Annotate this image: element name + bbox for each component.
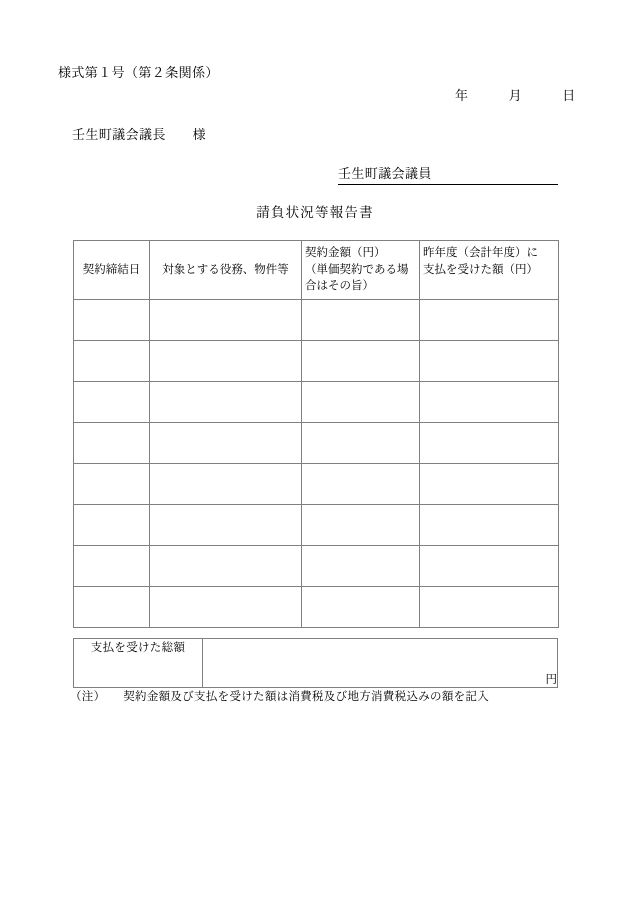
summary-row	[74, 639, 558, 688]
table-row	[74, 464, 559, 505]
cell-paid-amount[interactable]	[420, 546, 559, 587]
total-paid-summary	[73, 638, 558, 688]
table-row	[74, 423, 559, 464]
signature-line	[338, 163, 558, 185]
cell-contract-date[interactable]	[74, 341, 150, 382]
column-header-subject-label: 対象とする役務、物件等	[162, 263, 289, 276]
page-title: 請負状況等報告書	[256, 205, 374, 220]
cell-contract-date[interactable]	[74, 587, 150, 628]
contract-amount-line-2: （単価契約である場	[305, 263, 409, 276]
cell-subject[interactable]	[150, 423, 302, 464]
cell-subject[interactable]	[150, 587, 302, 628]
cell-paid-amount[interactable]	[420, 423, 559, 464]
addressee-line: 壬生町議会議長 様	[72, 127, 207, 142]
table-row	[74, 341, 559, 382]
cell-subject[interactable]	[150, 505, 302, 546]
cell-contract-date[interactable]	[74, 423, 150, 464]
cell-paid-amount[interactable]	[420, 505, 559, 546]
cell-contract-amount[interactable]	[302, 341, 420, 382]
column-header-contract-date	[74, 241, 150, 300]
cell-paid-amount[interactable]	[420, 341, 559, 382]
cell-contract-amount[interactable]	[302, 505, 420, 546]
summary-value-cell[interactable]	[203, 639, 558, 688]
column-header-paid-amount	[420, 241, 559, 300]
cell-subject[interactable]	[150, 300, 302, 341]
column-header-subject	[150, 241, 302, 300]
cell-paid-amount[interactable]	[420, 464, 559, 505]
table-header-row	[74, 241, 559, 300]
cell-contract-amount[interactable]	[302, 587, 420, 628]
table-row	[74, 505, 559, 546]
column-header-contract-date-label: 契約締結日	[82, 263, 141, 276]
cell-paid-amount[interactable]	[420, 300, 559, 341]
cell-paid-amount[interactable]	[420, 587, 559, 628]
paid-amount-line-1: 昨年度（会計年度）に	[423, 247, 538, 259]
cell-contract-amount[interactable]	[302, 546, 420, 587]
cell-subject[interactable]	[150, 382, 302, 423]
table-row	[74, 300, 559, 341]
table-row	[74, 546, 559, 587]
cell-subject[interactable]	[150, 341, 302, 382]
cell-contract-amount[interactable]	[302, 300, 420, 341]
table-row	[74, 587, 559, 628]
table-row	[74, 382, 559, 423]
table-body	[74, 300, 559, 628]
cell-contract-date[interactable]	[74, 300, 150, 341]
contract-report-table	[73, 240, 559, 628]
paid-amount-line-2: 支払を受けた額（円）	[423, 263, 538, 276]
cell-contract-amount[interactable]	[302, 464, 420, 505]
cell-contract-amount[interactable]	[302, 382, 420, 423]
contract-amount-line-1: 契約金額（円）	[305, 247, 386, 259]
cell-paid-amount[interactable]	[420, 382, 559, 423]
cell-contract-date[interactable]	[74, 546, 150, 587]
column-header-paid-amount-label	[420, 241, 558, 299]
cell-contract-amount[interactable]	[302, 423, 420, 464]
cell-subject[interactable]	[150, 546, 302, 587]
form-number: 様式第１号（第２条関係）	[58, 65, 219, 80]
cell-contract-date[interactable]	[74, 382, 150, 423]
column-header-contract-amount	[302, 241, 420, 300]
cell-contract-date[interactable]	[74, 464, 150, 505]
cell-subject[interactable]	[150, 464, 302, 505]
date-line: 年 月 日	[455, 88, 576, 103]
signature-label: 壬生町議会議員	[338, 166, 432, 181]
summary-unit-label: 円	[545, 674, 557, 686]
cell-contract-date[interactable]	[74, 505, 150, 546]
footnote: （注） 契約金額及び支払を受けた額は消費税及び地方消費税込みの額を記入	[70, 691, 490, 703]
summary-label: 支払を受けた総額	[74, 639, 203, 688]
table-header	[74, 241, 559, 300]
contract-amount-line-3: 合はその旨）	[305, 280, 374, 293]
column-header-contract-amount-label	[302, 241, 419, 299]
